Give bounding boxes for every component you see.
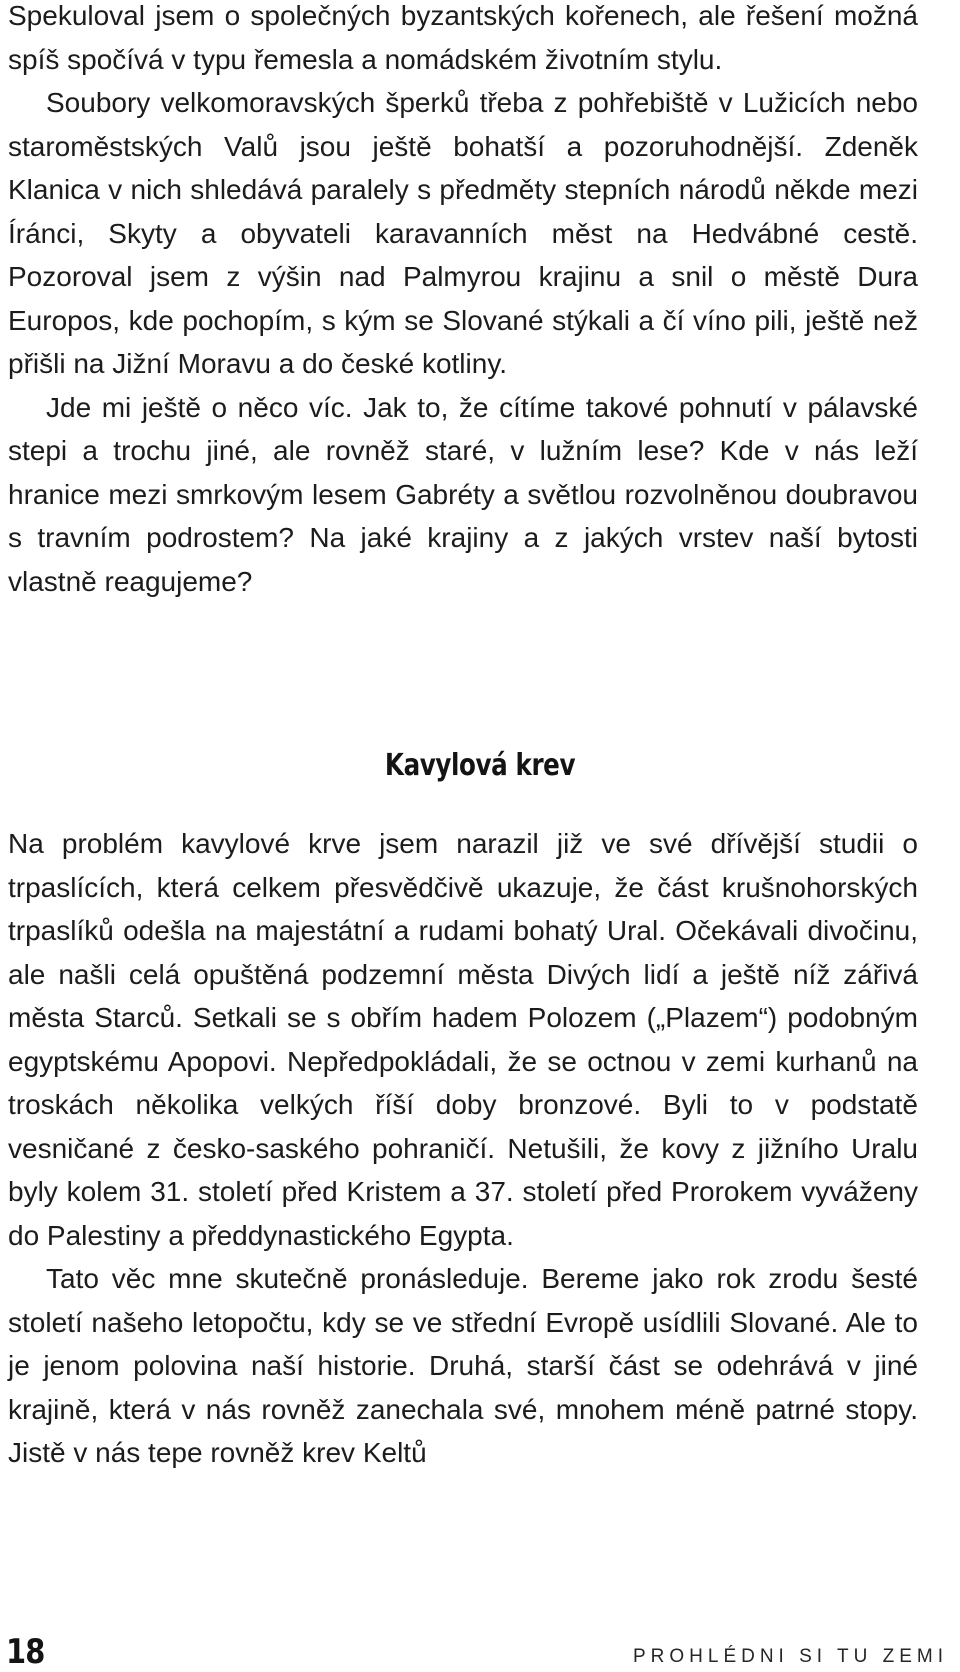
- page-number: 18: [6, 1632, 45, 1672]
- paragraph: Jde mi ještě o něco víc. Jak to, že cítíme takové pohnutí v pálavské stepi a trochu jiné, ale rovněž staré, v lužním lese? Kde v nás leží hranice mezi smrkovým lesem Gabréty a světlou rozvolněnou doubravou s travním podrostem? Na jaké krajiny a z jakých vrstev naší bytosti vlastně reagujeme?: [8, 391, 918, 597]
- paragraph: Soubory velkomoravských šperků třeba z pohřebiště v Lužicích nebo staroměstských Valů jsou ještě bohatší a pozoruhodnější. Zdeněk Klanica v nich shledává paralely s předměty stepních národů někde mezi Íránci, Skyty a obyvateli karavanních měst na Hedvábné cestě. Pozoroval jsem z výšin nad Palmyrou krajinu a snil o městě Dura Europos, kde pochopím, s kým se Slované stýkali a čí víno pili, ještě než přišli na Jižní Moravu a do české kotliny.: [8, 87, 918, 379]
- body-text-before-heading: [8, 0, 918, 603]
- section-heading: Kavylová krev: [384, 748, 576, 783]
- running-title: PROHLÉDNI SI TU ZEMI: [632, 1646, 948, 1667]
- paragraph-continuation: Spekuloval jsem o společných byzantských kořenech, ale řešení možná spíš spočívá v typu řemesla a nomádském životním stylu.: [8, 0, 918, 75]
- paragraph: Na problém kavylové krve jsem narazil již ve své dřívější studii o trpaslících, která celkem přesvědčivě ukazuje, že část krušnohorských trpaslíků odešla na majestátní a rudami bohatý Ural. Očekávali divočinu, ale našli celá opuštěná podzemní města Divých lidí a ještě níž zářivá města Starců. Setkali se s obřím hadem Polozem („Plazem“) podobným egyptskému Apopovi. Nepředpokládali, že se octnou v zemi kurhanů na troskách několika velkých říší doby bronzové. Byli to v podstatě vesničané z česko-saského pohraničí. Netušili, že kovy z jižního Uralu byly kolem 31. století před Kristem a 37. století před Prorokem vyváženy do Palestiny a předdynastického Egypta.: [8, 828, 918, 1251]
- body-text-after-heading: [8, 822, 918, 1475]
- paragraph: Tato věc mne skutečně pronásleduje. Bereme jako rok zrodu šesté století našeho letopočtu, kdy se ve střední Evropě usídlili Slované. Ale to je jenom polovina naší historie. Druhá, starší část se odehrává v jiné krajině, která v nás rovněž zanechala své, mnohem méně patrné stopy. Jistě v nás tepe rovněž krev Keltů: [8, 1263, 918, 1468]
